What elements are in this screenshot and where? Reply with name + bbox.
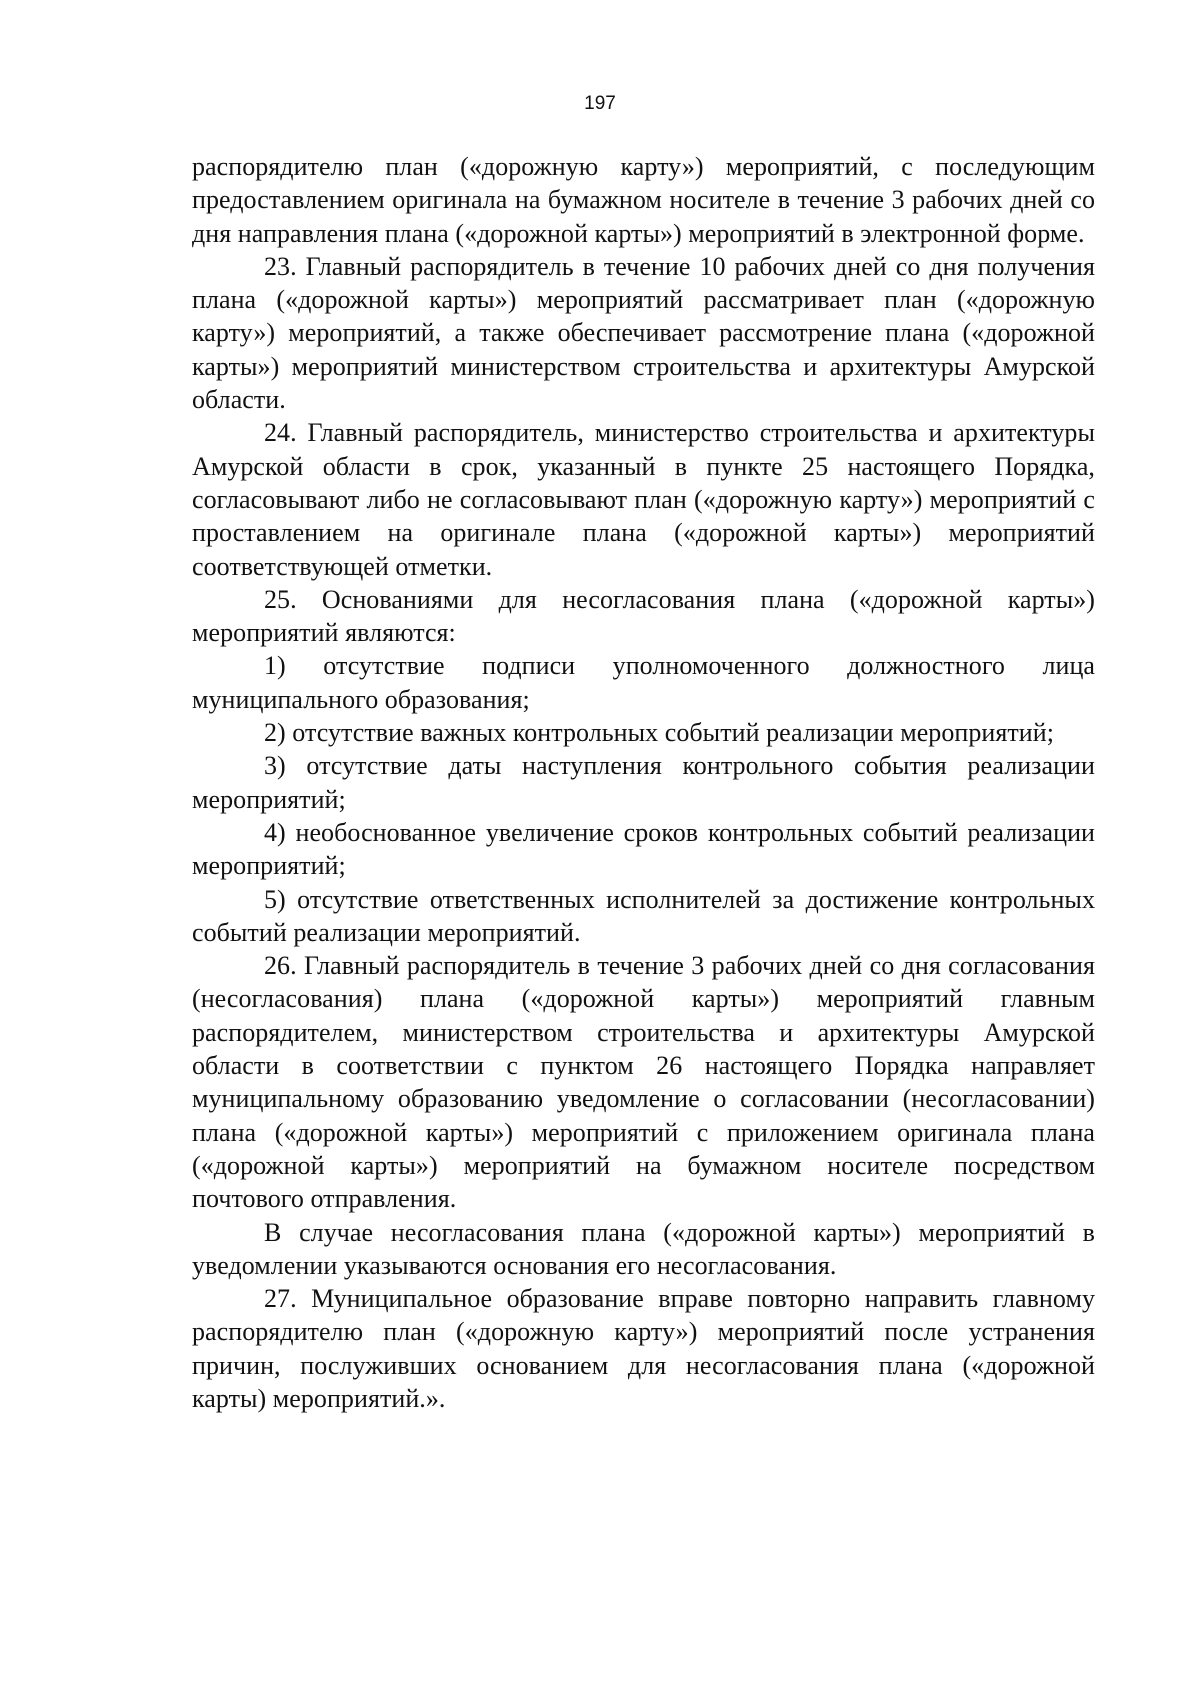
list-item-1: 1) отсутствие подписи уполномоченного должностного лица муниципального образования; bbox=[192, 651, 1095, 714]
list-item-2: 2) отсутствие важных контрольных событий реализации мероприятий; bbox=[264, 718, 1054, 748]
paragraph-27: 27. Муниципальное образование вправе повторно направить главному распорядителю план («дорожную карту») мероприятий после устранения причин, послуживших основанием для несогласования плана («дорожной карты) мероприятий.». bbox=[192, 1284, 1095, 1413]
page-number: 197 bbox=[584, 93, 616, 114]
list-item-3: 3) отсутствие даты наступления контрольного события реализации мероприятий; bbox=[192, 751, 1095, 814]
list-item-4: 4) необоснованное увеличение сроков контрольных событий реализации мероприятий; bbox=[192, 817, 1095, 881]
paragraph-23: 23. Главный распорядитель в течение 10 рабочих дней со дня получения плана («дорожной карты») мероприятий рассматривает план («дорожную карту») мероприятий, а также обеспечивает рассмотрение плана («дорожной карты») мероприятий министерством строительства и архитектуры Амурской области. bbox=[192, 251, 1095, 415]
paragraph-26: 26. Главный распорядитель в течение 3 рабочих дней со дня согласования (несогласования) плана («дорожной карты») мероприятий главным распорядителем, министерством строительства и архитектуры Амурской области в соответствии с пунктом 26 настоящего Порядка направляет муниципальному образованию уведомление о согласовании (несогласовании) плана («дорожной карты») мероприятий с приложением оригинала плана («дорожной карты») мероприятий на бумажном носителе посредством почтового отправления. bbox=[192, 951, 1095, 1214]
paragraph-continuation: распорядителю план («дорожную карту») мероприятий, с последующим предоставлением оригинала на бумажном носителе в течение 3 рабочих дней со дня направления плана («дорожной карты») мероприятий в электронной форме. bbox=[192, 152, 1095, 248]
document-body bbox=[192, 150, 1095, 1415]
paragraph-24: 24. Главный распорядитель, министерство строительства и архитектуры Амурской области в срок, указанный в пункте 25 настоящего Порядка, согласовывают либо не согласовывают план («дорожную карту») мероприятий с проставлением на оригинале плана («дорожной карты») мероприятий соответствующей отметки. bbox=[192, 418, 1095, 581]
paragraph-26-note: В случае несогласования плана («дорожной карты») мероприятий в уведомлении указываются основания его несогласования. bbox=[192, 1217, 1095, 1280]
paragraph-25: 25. Основаниями для несогласования плана («дорожной карты») мероприятий являются: bbox=[192, 584, 1095, 648]
list-item-5: 5) отсутствие ответственных исполнителей за достижение контрольных событий реализации мероприятий. bbox=[192, 884, 1095, 947]
